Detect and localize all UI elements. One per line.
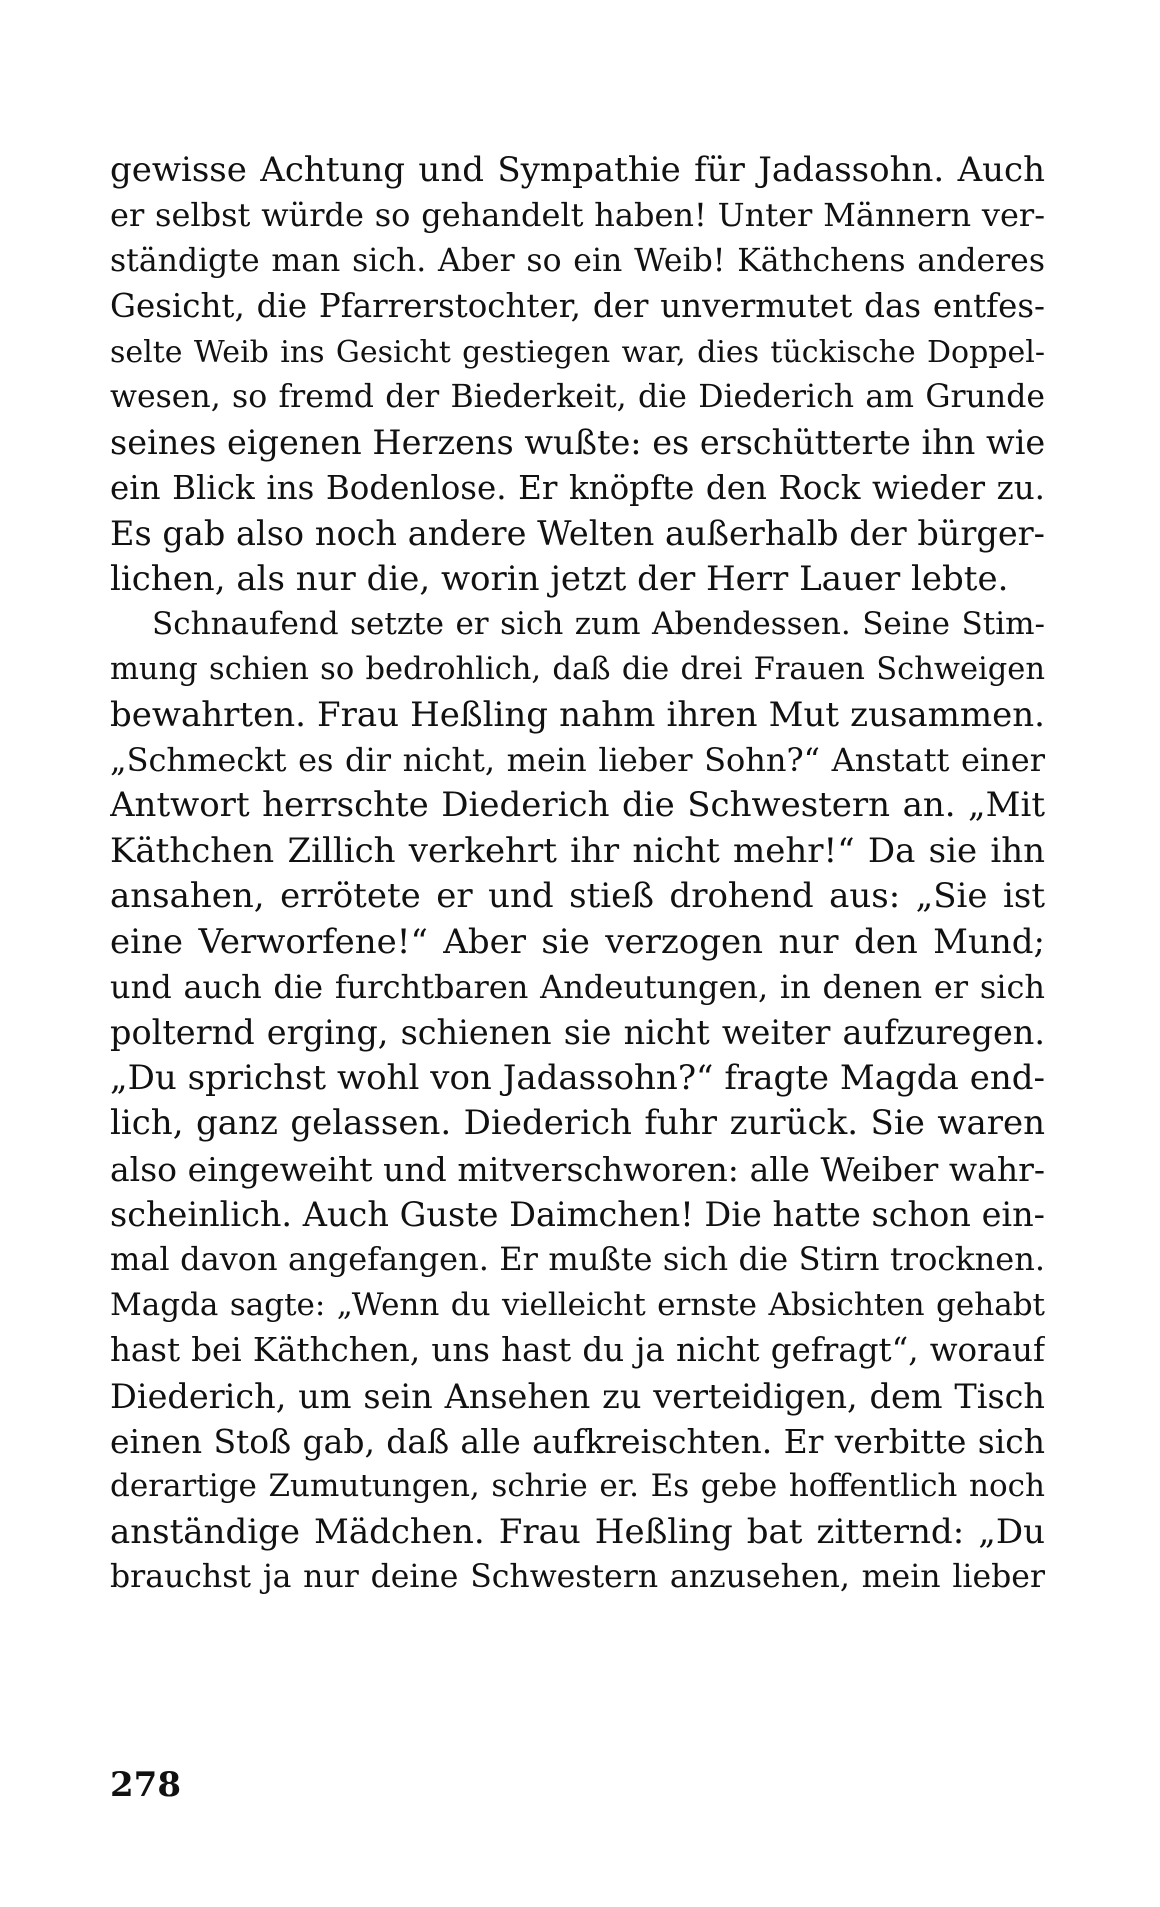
text-line: wesen, so fremd der Biederkeit, die Diederich am Grunde — [110, 378, 1045, 415]
text-line: ansahen, errötete er und stieß drohend aus: „Sie ist — [110, 876, 1045, 917]
text-line: Gesicht, die Pfarrerstochter, der unvermutet das entfes- — [110, 287, 1045, 326]
text-line: einen Stoß gab, daß alle aufkreischten. Er verbitte sich — [110, 1421, 1045, 1461]
text-line: er selbst würde so gehandelt haben! Unter Männern ver- — [110, 196, 1045, 235]
text-line: „Du sprichst wohl von Jadassohn?“ fragte Magda end- — [110, 1057, 1045, 1098]
text-line: mung schien so bedrohlich, daß die drei Frauen Schweigen — [110, 652, 1045, 688]
text-line: bewahrten. Frau Heßling nahm ihren Mut zusammen. — [110, 694, 1045, 735]
text-line: „Schmeckt es dir nicht, mein lieber Sohn?“ Anstatt einer — [110, 741, 1045, 780]
text-line: lich, ganz gelassen. Diederich fuhr zurück. Sie waren — [110, 1103, 1045, 1144]
text-line: derartige Zumutungen, schrie er. Es gebe hoffentlich noch — [110, 1468, 1045, 1505]
text-line: eine Verworfene!“ Aber sie verzogen nur den Mund; — [110, 921, 1045, 962]
page-number: 278 — [110, 1765, 181, 1805]
body-text — [110, 148, 1045, 1601]
text-line: Antwort herrschte Diederich die Schwestern an. „Mit — [110, 785, 1045, 826]
text-line: seines eigenen Herzens wußte: es erschütterte ihn wie — [110, 423, 1045, 463]
text-line: ständigte man sich. Aber so ein Weib! Käthchens anderes — [110, 242, 1045, 279]
text-line: selte Weib ins Gesicht gestiegen war, dies tückische Doppel- — [110, 334, 1045, 370]
text-line: anständige Mädchen. Frau Heßling bat zitternd: „Du — [110, 1511, 1045, 1552]
text-line: brauchst ja nur deine Schwestern anzusehen, mein lieber — [110, 1559, 1045, 1596]
text-line: Schnaufend setzte er sich zum Abendessen. Seine Stim- — [152, 605, 1045, 642]
text-line: gewisse Achtung und Sympathie für Jadassohn. Auch — [110, 150, 1045, 190]
text-line: ein Blick ins Bodenlose. Er knöpfte den Rock wieder zu. — [110, 468, 1045, 507]
text-line: Magda sagte: „Wenn du vielleicht ernste Absichten gehabt — [110, 1286, 1045, 1323]
text-line: scheinlich. Auch Guste Daimchen! Die hatte schon ein- — [110, 1194, 1045, 1234]
text-line: hast bei Käthchen, uns hast du ja nicht gefragt“, worauf — [110, 1331, 1045, 1370]
text-line: also eingeweiht und mitverschworen: alle Weiber wahr- — [110, 1149, 1045, 1189]
text-line: Es gab also noch andere Welten außerhalb der bürger- — [110, 514, 1045, 554]
text-line: mal davon angefangen. Er mußte sich die Stirn trocknen. — [110, 1240, 1045, 1279]
text-line: polternd erging, schienen sie nicht weiter aufzuregen. — [110, 1013, 1045, 1053]
text-line: und auch die furchtbaren Andeutungen, in denen er sich — [110, 968, 1045, 1007]
text-line: Käthchen Zillich verkehrt ihr nicht mehr!“ Da sie ihn — [110, 830, 1045, 871]
text-line: lichen, als nur die, worin jetzt der Herr Lauer lebte. — [110, 558, 1009, 599]
text-line: Diederich, um sein Ansehen zu verteidigen, dem Tisch — [110, 1376, 1045, 1416]
